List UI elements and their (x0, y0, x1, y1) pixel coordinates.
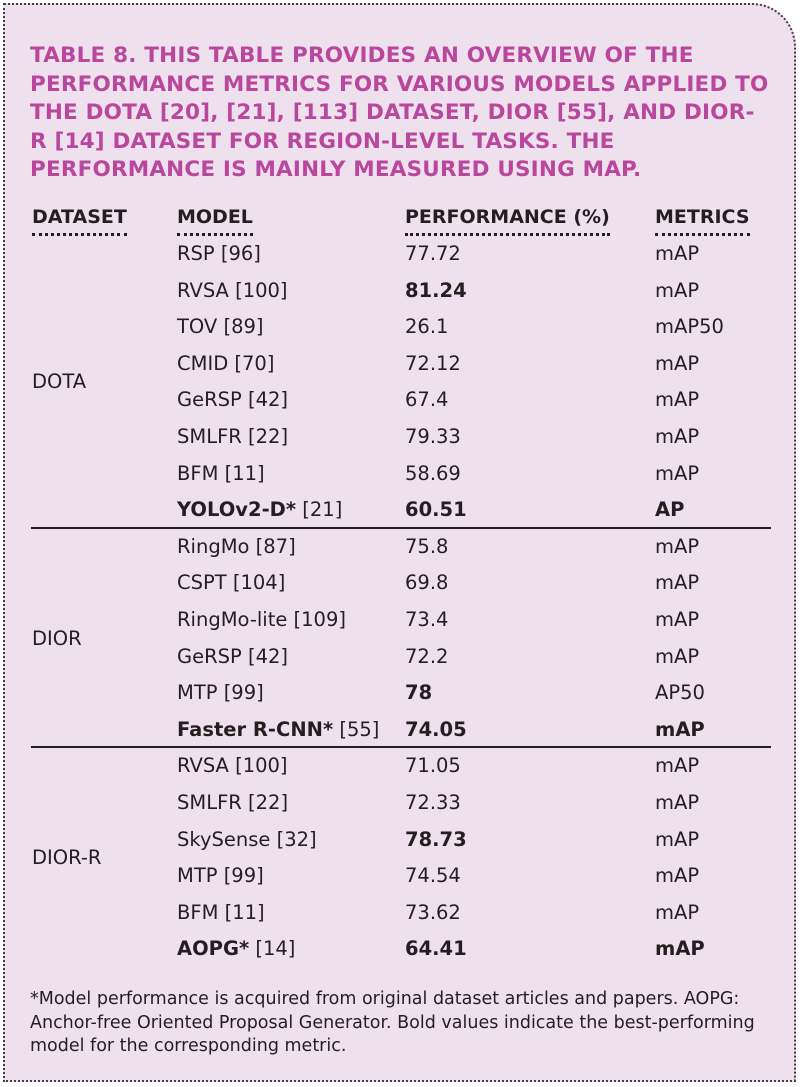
metric-cell: mAP (655, 461, 700, 485)
performance-cell: 67.4 (405, 388, 449, 412)
model-reference: [96] (220, 242, 261, 265)
performance-cell: 64.41 (405, 937, 467, 961)
table-row (0, 419, 801, 455)
model-reference: [99] (223, 681, 264, 705)
model-name: SMLFR (177, 425, 242, 448)
model-name: GeRSP (177, 388, 242, 412)
performance-cell: 78 (405, 681, 433, 705)
metric-cell: AP50 (655, 681, 705, 705)
model-cell (177, 346, 274, 382)
model-name: RVSA (177, 278, 229, 302)
model-name: GeRSP (177, 644, 242, 668)
model-reference: [32] (276, 827, 317, 851)
header-metrics: METRICS (655, 205, 750, 236)
table-row (0, 492, 801, 528)
model-name: CMID (177, 351, 229, 375)
performance-cell: 71.05 (405, 754, 461, 778)
model-name: YOLOv2-D* (177, 498, 297, 522)
header-performance: PERFORMANCE (%) (405, 205, 610, 236)
metric-cell: mAP50 (655, 315, 724, 339)
table-row (0, 822, 801, 858)
performance-cell: 72.33 (405, 791, 461, 814)
performance-cell: 77.72 (405, 242, 461, 265)
model-cell (177, 822, 317, 858)
model-cell (177, 456, 265, 492)
performance-cell: 58.69 (405, 461, 461, 485)
metric-cell: mAP (655, 754, 700, 778)
metric-cell: mAP (655, 900, 700, 924)
model-name: RSP (177, 242, 215, 265)
metric-cell: mAP (655, 534, 700, 558)
model-name: RingMo (177, 534, 250, 558)
table-row (0, 602, 801, 638)
performance-cell: 73.62 (405, 900, 461, 924)
performance-cell: 79.33 (405, 425, 461, 448)
performance-cell: 73.4 (405, 608, 449, 631)
dataset-label: DIOR-R (32, 846, 102, 870)
model-cell (177, 602, 346, 638)
model-reference: [99] (223, 864, 264, 888)
metric-cell: mAP (655, 351, 700, 375)
model-cell (177, 785, 288, 821)
metric-cell: mAP (655, 937, 705, 961)
metric-cell: mAP (655, 388, 700, 412)
model-cell (177, 858, 264, 894)
model-name: CSPT (177, 571, 227, 595)
model-cell (177, 309, 264, 345)
table-row (0, 529, 801, 565)
table-row (0, 236, 801, 272)
performance-cell: 74.54 (405, 864, 461, 888)
model-reference: [55] (339, 717, 380, 741)
model-cell (177, 675, 264, 711)
model-reference: [104] (232, 571, 286, 595)
model-reference: [70] (234, 351, 275, 375)
model-name: TOV (177, 315, 218, 339)
table-row (0, 273, 801, 309)
metric-cell: mAP (655, 864, 700, 888)
performance-cell: 75.8 (405, 534, 449, 558)
metric-cell: mAP (655, 278, 700, 302)
performance-cell: 69.8 (405, 571, 449, 595)
model-reference: [109] (293, 608, 346, 631)
table-row (0, 712, 801, 748)
performance-cell: 78.73 (405, 827, 467, 851)
model-cell (177, 639, 288, 675)
dataset-label: DIOR (32, 626, 82, 650)
performance-cell: 81.24 (405, 278, 467, 302)
model-reference: [100] (235, 278, 288, 302)
model-name: SMLFR (177, 791, 242, 814)
model-cell (177, 382, 288, 418)
model-cell (177, 931, 295, 967)
model-reference: [87] (255, 534, 296, 558)
model-reference: [42] (248, 644, 289, 668)
model-cell (177, 748, 288, 784)
table-row (0, 931, 801, 967)
header-dataset: DATASET (32, 205, 127, 236)
model-reference: [14] (255, 937, 296, 961)
model-name: MTP (177, 681, 218, 705)
model-cell (177, 273, 288, 309)
model-reference: [11] (224, 461, 265, 485)
model-reference: [21] (302, 498, 343, 522)
performance-cell: 72.2 (405, 644, 449, 668)
table-row (0, 382, 801, 418)
table-row (0, 565, 801, 601)
model-reference: [42] (248, 388, 289, 412)
model-cell (177, 419, 288, 455)
table-caption: TABLE 8. THIS TABLE PROVIDES AN OVERVIEW OF THE PERFORMANCE METRICS FOR VARIOUS MODELS APPLIED TO THE DOTA [20], [21], [113] DATASET, DIOR [55], AND DIOR-R [14] DATASET FOR REGION-LEVEL TASKS. THE PERFORMANCE IS MAINLY MEASURED USING MAP. (30, 43, 769, 182)
performance-cell: 72.12 (405, 351, 461, 375)
table-row (0, 858, 801, 894)
table-row (0, 675, 801, 711)
model-name: RVSA (177, 754, 229, 778)
metric-cell: mAP (655, 791, 700, 814)
metric-cell: mAP (655, 608, 700, 631)
model-cell (177, 236, 261, 272)
model-reference: [11] (224, 900, 265, 924)
model-cell (177, 712, 379, 748)
metric-cell: AP (655, 498, 685, 522)
metric-cell: mAP (655, 644, 700, 668)
model-name: MTP (177, 864, 218, 888)
model-reference: [22] (248, 425, 289, 448)
model-reference: [100] (235, 754, 288, 778)
header-model: MODEL (177, 205, 253, 236)
model-cell (177, 529, 296, 565)
performance-cell: 60.51 (405, 498, 467, 522)
table-row (0, 895, 801, 931)
table-footnote: *Model performance is acquired from original dataset articles and papers. AOPG: Anchor-free Oriented Proposal Generator. Bold values indicate the best-performing model for the corresponding metric. (30, 989, 755, 1056)
dataset-label: DOTA (32, 370, 87, 394)
performance-cell: 74.05 (405, 717, 467, 741)
model-name: SkySense (177, 827, 271, 851)
metric-cell: mAP (655, 425, 700, 448)
table-row (0, 346, 801, 382)
model-cell (177, 895, 265, 931)
model-name: AOPG* (177, 937, 250, 961)
table-row (0, 639, 801, 675)
model-name: BFM (177, 900, 219, 924)
model-name: BFM (177, 461, 219, 485)
table-row (0, 456, 801, 492)
metric-cell: mAP (655, 242, 700, 265)
performance-cell: 26.1 (405, 315, 449, 339)
model-name: Faster R-CNN* (177, 717, 334, 741)
metric-cell: mAP (655, 827, 700, 851)
table-row (0, 748, 801, 784)
model-cell (177, 565, 285, 601)
model-name: RingMo-lite (177, 608, 288, 631)
metric-cell: mAP (655, 571, 700, 595)
model-reference: [22] (248, 791, 289, 814)
model-cell (177, 492, 342, 528)
table-row (0, 785, 801, 821)
table-row (0, 309, 801, 345)
model-reference: [89] (223, 315, 264, 339)
metric-cell: mAP (655, 717, 705, 741)
